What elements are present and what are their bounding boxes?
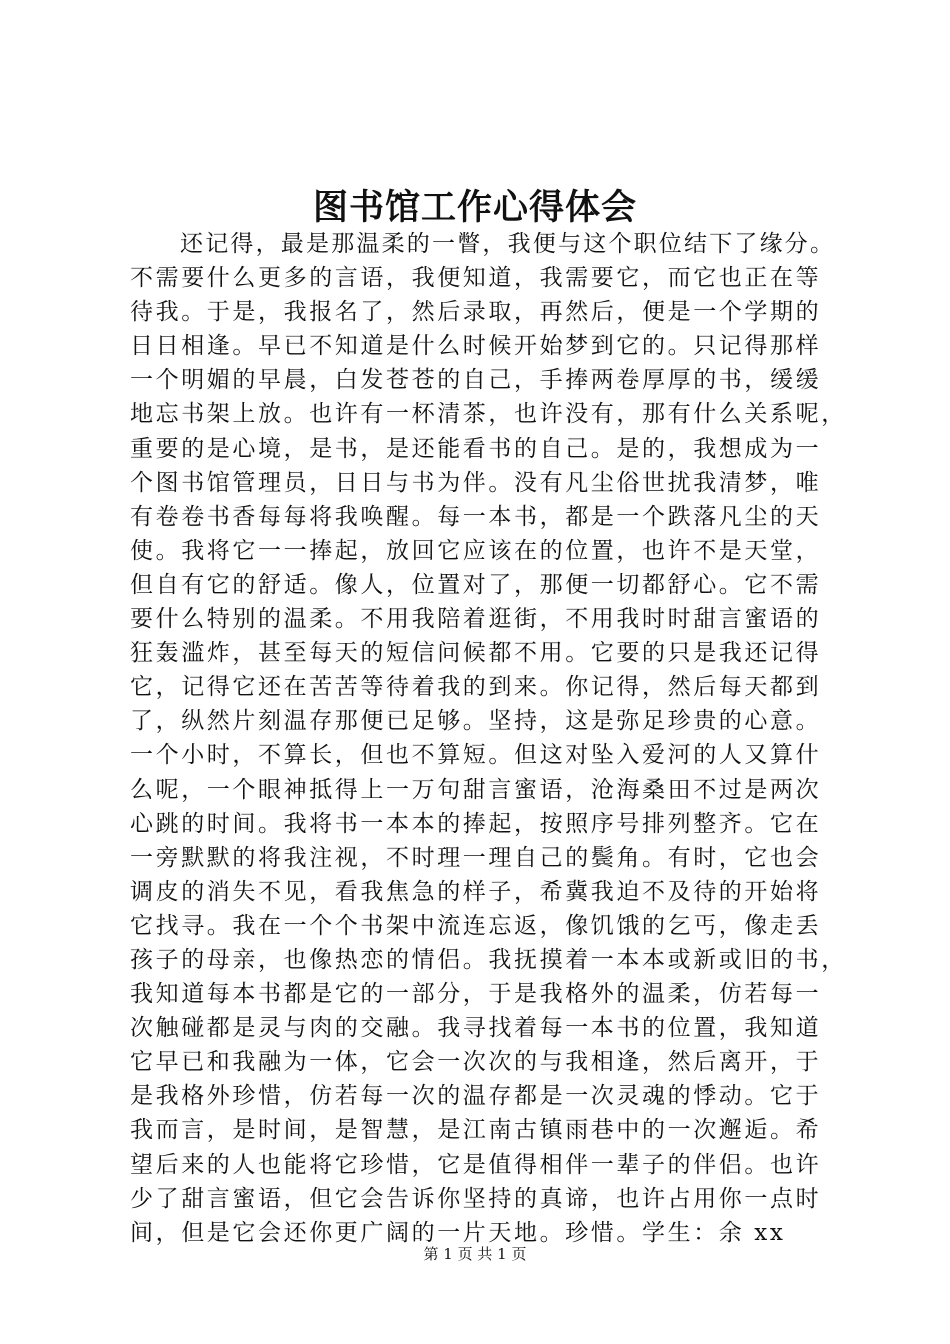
body-line: 一个小时，不算长，但也不算短。但这对坠入爱河的人又算什 bbox=[130, 742, 822, 769]
body-line: 个图书馆管理员，日日与书为伴。没有凡尘俗世扰我清梦，唯 bbox=[130, 469, 822, 496]
body-line: 心跳的时间。我将书一本本的捧起，按照序号排列整齐。它在 bbox=[130, 810, 822, 837]
body-line: 它早已和我融为一体，它会一次次的与我相逢，然后离开，于 bbox=[130, 1049, 822, 1076]
body-line: 有卷卷书香每每将我唤醒。每一本书，都是一个跌落凡尘的天 bbox=[130, 503, 822, 530]
page-number-footer: 第 1 页 共 1 页 bbox=[423, 1245, 527, 1263]
body-line: 一个明媚的早晨，白发苍苍的自己，手捧两卷厚厚的书，缓缓 bbox=[130, 367, 822, 394]
body-line: 它，记得它还在苦苦等待着我的到来。你记得，然后每天都到 bbox=[130, 674, 822, 701]
body-line: 是我格外珍惜，仿若每一次的温存都是一次灵魂的悸动。它于 bbox=[130, 1083, 822, 1110]
body-line: 狂轰滥炸，甚至每天的短信问候都不用。它要的只是我还记得 bbox=[130, 640, 822, 667]
body-line: 了，纵然片刻温存那便已足够。坚持，这是弥足珍贵的心意。 bbox=[130, 708, 822, 735]
body-line: 它找寻。我在一个个书架中流连忘返，像饥饿的乞丐，像走丢 bbox=[130, 912, 822, 939]
body-line: 日日相逢。早已不知道是什么时候开始梦到它的。只记得那样 bbox=[130, 333, 822, 360]
body-line: 少了甜言蜜语，但它会告诉你坚持的真谛，也许占用你一点时 bbox=[130, 1185, 822, 1212]
body-line: 望后来的人也能将它珍惜，它是值得相伴一辈子的伴侣。也许 bbox=[130, 1151, 822, 1178]
body-line: 待我。于是，我报名了，然后录取，再然后，便是一个学期的 bbox=[130, 299, 822, 326]
body-line: 调皮的消失不见，看我焦急的样子，希冀我迫不及待的开始将 bbox=[130, 878, 822, 905]
body-line: 我而言，是时间，是智慧，是江南古镇雨巷中的一次邂逅。希 bbox=[130, 1117, 822, 1144]
document-title: 图书馆工作心得体会 bbox=[312, 187, 637, 228]
document-body bbox=[130, 227, 847, 1250]
body-line: 但自有它的舒适。像人，位置对了，那便一切都舒心。它不需 bbox=[130, 571, 822, 598]
body-line: 么呢，一个眼神抵得上一万句甜言蜜语，沧海桑田不过是两次 bbox=[130, 776, 822, 803]
body-line: 地忘书架上放。也许有一杯清茶，也许没有，那有什么关系呢， bbox=[130, 401, 847, 428]
body-line: 还记得，最是那温柔的一瞥，我便与这个职位结下了缘分。 bbox=[180, 231, 836, 257]
body-line: 次触碰都是灵与肉的交融。我寻找着每一本书的位置，我知道 bbox=[130, 1015, 822, 1042]
body-line: 要什么特别的温柔。不用我陪着逛街，不用我时时甜言蜜语的 bbox=[130, 606, 822, 633]
body-line: 孩子的母亲，也像热恋的情侣。我抚摸着一本本或新或旧的书， bbox=[130, 946, 847, 973]
body-line: 重要的是心境，是书，是还能看书的自己。是的，我想成为一 bbox=[130, 435, 822, 462]
body-line: 一旁默默的将我注视，不时理一理自己的鬓角。有时，它也会 bbox=[130, 844, 822, 871]
body-line: 间，但是它会还你更广阔的一片天地。珍惜。学生：余 xx bbox=[130, 1219, 786, 1246]
body-line: 我知道每本书都是它的一部分，于是我格外的温柔，仿若每一 bbox=[130, 981, 822, 1008]
body-line: 使。我将它一一捧起，放回它应该在的位置，也许不是天堂， bbox=[130, 537, 822, 564]
body-line: 不需要什么更多的言语，我便知道，我需要它，而它也正在等 bbox=[130, 265, 822, 292]
